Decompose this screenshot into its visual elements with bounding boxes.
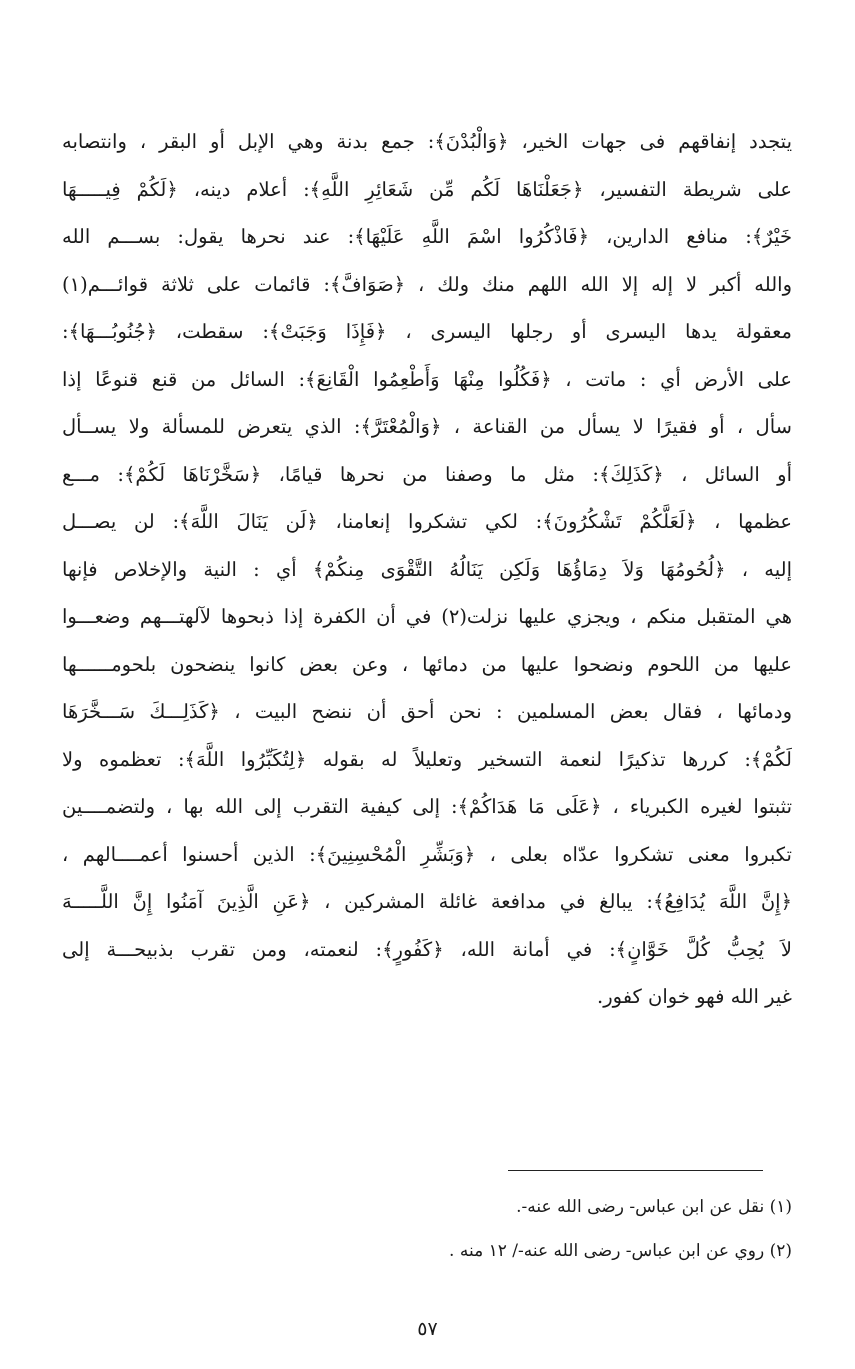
text-line-2: على شريطة التفسير، ﴿جَعَلْنَاهَا لَكُم مِّن شَعَائِرِ اللَّهِ﴾: أعلام دينه، ﴿لَكُمْ فِيـــــهَا bbox=[62, 177, 792, 201]
text-line-12: عليها من اللحوم ونضحوا عليها من دمائها ، وعن بعض كانوا ينضحون بلحومــــــها bbox=[62, 652, 792, 676]
text-line-17: ﴿إِنَّ اللَّهَ يُدَافِعُ﴾: يبالغ في مدافعة غائلة المشركين ، ﴿عَنِ الَّذِينَ آمَنُوا إِنَّ اللَّـــــهَ bbox=[62, 890, 792, 913]
text-line-5: معقولة يدها اليسرى أو رجلها اليسرى ، ﴿فَإِذَا وَجَبَتْ﴾: سقطت، ﴿جُنُوبُـــهَا﴾: bbox=[62, 320, 792, 343]
text-line-3: خَيْرٌ﴾: منافع الدارين، ﴿فَاذْكُرُوا اسْمَ اللَّهِ عَلَيْهَا﴾: عند نحرها يقول: بســـم الله bbox=[62, 225, 792, 248]
text-line-15: تثبتوا لغيره الكبرياء ، ﴿عَلَى مَا هَدَاكُمْ﴾: إلى كيفية التقرب إلى الله بها ، ولتضمــــين bbox=[62, 795, 792, 818]
text-line-11: هي المتقبل منكم ، ويجزي عليها نزلت(٢) في أن الكفرة إذا ذبحوها لآلهتـــهم وضعـــوا bbox=[62, 605, 792, 628]
text-line-18: لاَ يُحِبُّ كُلَّ خَوَّانٍ﴾: في أمانة الله، ﴿كَفُورٍ﴾: لنعمته، ومن تقرب بذبيحـــة إلى bbox=[62, 937, 792, 961]
footnote-divider bbox=[508, 1170, 763, 1171]
text-line-13: ودمائها ، فقال بعض المسلمين : نحن أحق أن ننضح البيت ، ﴿كَذَلِـــكَ سَـــخَّرَهَا bbox=[62, 700, 792, 723]
text-line-7: سأل ، أو فقيرًا لا يسأل من القناعة ، ﴿وَالْمُعْتَرَّ﴾: الذي يتعرض للمسألة ولا يســأل bbox=[62, 415, 792, 438]
text-line-14: لَكُمْ﴾: كررها تذكيرًا لنعمة التسخير وتعليلاً له بقوله ﴿لِتُكَبِّرُوا اللَّهَ﴾: تعظموه ولا bbox=[62, 747, 792, 771]
text-line-16: تكبروا معنى تشكروا عدّاه بعلى ، ﴿وَبَشِّرِ الْمُحْسِنِينَ﴾: الذين أحسنوا أعمــــالهم ، bbox=[62, 842, 792, 866]
tafsir-body-text bbox=[62, 118, 792, 1021]
page-number: ٥٧ bbox=[417, 1318, 438, 1340]
text-line-10: إليه ، ﴿لُحُومُهَا وَلاَ دِمَاؤُهَا وَلَكِن يَنَالُهُ التَّقْوَى مِنكُمْ﴾ أي : النية والإخلاص فإنها bbox=[62, 557, 792, 581]
footnote-1: (١) نقل عن ابن عباس- رضى الله عنه-. bbox=[516, 1197, 792, 1217]
text-line-8: أو السائل ، ﴿كَذَلِكَ﴾: مثل ما وصفنا من نحرها قيامًا، ﴿سَخَّرْنَاهَا لَكُمْ﴾: مـــع bbox=[62, 462, 792, 486]
text-line-9: عظمها ، ﴿لَعَلَّكُمْ تَشْكُرُونَ﴾: لكي تشكروا إنعامنا، ﴿لَن يَنَالَ اللَّهَ﴾: لن يصـــل bbox=[62, 510, 792, 533]
footnote-2: (٢) روي عن ابن عباس- رضى الله عنه-/ ١٢ منه . bbox=[449, 1241, 792, 1261]
text-line-6: على الأرض أي : ماتت ، ﴿فَكُلُوا مِنْهَا وَأَطْعِمُوا الْقَانِعَ﴾: السائل من قنع قنوعًا إذا bbox=[62, 367, 792, 391]
text-line-19: غير الله فهو خوان كفور. bbox=[597, 985, 792, 1008]
text-line-4: والله أكبر لا إله إلا الله اللهم منك ولك ، ﴿صَوَافَّ﴾: قائمات على ثلاثة قوائـــم(١) bbox=[62, 272, 792, 296]
text-line-1: يتجدد إنفاقهم فى جهات الخير، ﴿وَالْبُدْنَ﴾: جمع بدنة وهي الإبل أو البقر ، وانتصابه bbox=[62, 130, 792, 153]
